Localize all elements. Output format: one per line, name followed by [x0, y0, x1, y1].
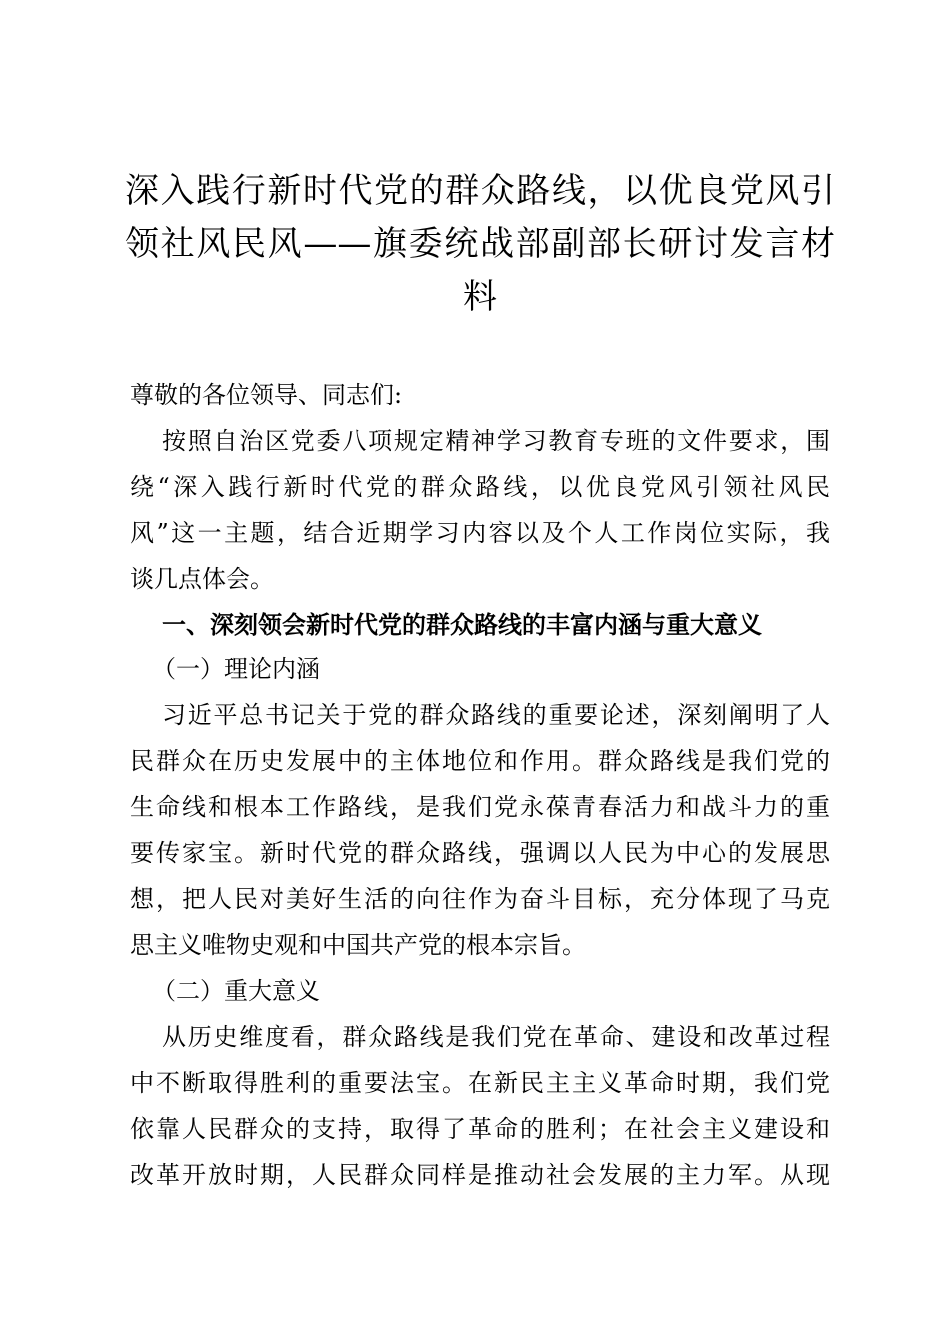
- document-body: [130, 372, 830, 1198]
- subsection-heading: （一）理论内涵: [152, 655, 320, 683]
- document-title: [125, 165, 835, 324]
- text-line: 从历史维度看，群众路线是我们党在革命、建设和改革过程: [162, 1023, 830, 1051]
- title-line: 料: [463, 277, 497, 317]
- title-line: 深入践行新时代党的群众路线，以优良党风引: [125, 171, 835, 211]
- text-line: 中不断取得胜利的重要法宝。在新民主主义革命时期，我们党: [130, 1069, 830, 1097]
- text-line: 依靠人民群众的支持，取得了革命的胜利；在社会主义建设和: [130, 1115, 830, 1143]
- theory-paragraph: [130, 692, 830, 968]
- subsection-heading: （二）重大意义: [152, 977, 320, 1005]
- section-heading: 一、深刻领会新时代党的群众路线的丰富内涵与重大意义: [162, 610, 762, 639]
- text-line: 谈几点体会。: [130, 565, 274, 593]
- text-line: 想，把人民对美好生活的向往作为奋斗目标，充分体现了马克: [130, 885, 830, 913]
- text-line: 改革开放时期，人民群众同样是推动社会发展的主力军。从现: [130, 1161, 830, 1189]
- significance-paragraph: [130, 1014, 830, 1198]
- text-line: 风”这一主题，结合近期学习内容以及个人工作岗位实际，我: [130, 519, 830, 547]
- text-line: 民群众在历史发展中的主体地位和作用。群众路线是我们党的: [130, 747, 830, 775]
- text-line: 要传家宝。新时代党的群众路线，强调以人民为中心的发展思: [130, 839, 830, 867]
- text-line: 思主义唯物史观和中国共产党的根本宗旨。: [130, 931, 586, 959]
- text-line: 绕“深入践行新时代党的群众路线，以优良党风引领社风民: [130, 473, 830, 501]
- text-line: 按照自治区党委八项规定精神学习教育专班的文件要求，围: [162, 427, 830, 455]
- title-line: 领社风民风——旗委统战部副部长研讨发言材: [125, 224, 835, 264]
- intro-paragraph: [130, 418, 830, 602]
- text-line: 习近平总书记关于党的群众路线的重要论述，深刻阐明了人: [162, 701, 830, 729]
- text-line: 生命线和根本工作路线，是我们党永葆青春活力和战斗力的重: [130, 793, 830, 821]
- greeting: 尊敬的各位领导、同志们:: [130, 381, 403, 409]
